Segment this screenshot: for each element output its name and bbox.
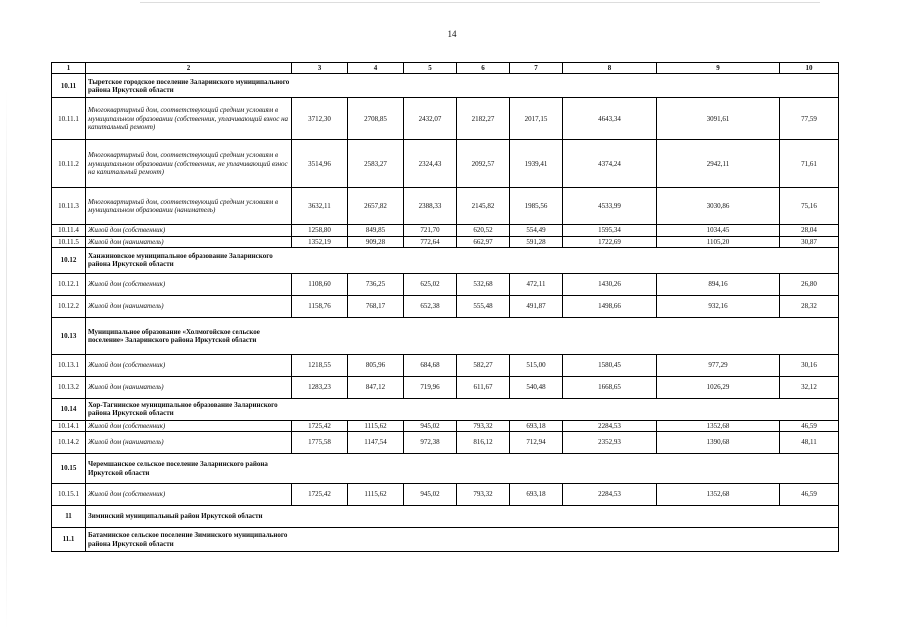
- section-code: 10.15: [52, 454, 86, 484]
- housing-type: Жилой дом (собственник): [86, 354, 292, 376]
- value-cell: 693,18: [510, 484, 563, 506]
- value-cell: 693,18: [510, 420, 563, 431]
- row-code: 10.13.1: [52, 354, 86, 376]
- value-cell: 30,16: [780, 354, 839, 376]
- housing-type: Многоквартирный дом, соответствующий средним условиям в муниципальном образовании (собственник, не уплачивающий взнос на капитальный ремонт): [86, 140, 292, 188]
- value-cell: 30,87: [780, 236, 839, 247]
- value-cell: 77,59: [780, 98, 839, 140]
- value-cell: 2583,27: [348, 140, 404, 188]
- section-title: Хор-Тагнинское муниципальное образование Заларинского района Иркутской области: [86, 398, 292, 420]
- value-cell: 2092,57: [457, 140, 510, 188]
- value-cell: 977,29: [657, 354, 780, 376]
- section-title: Черемшанское сельское поселение Заларинского района Иркутской области: [86, 454, 292, 484]
- value-cell: 591,28: [510, 236, 563, 247]
- value-cell: 555,48: [457, 295, 510, 317]
- value-cell: 1668,65: [563, 376, 657, 398]
- section-title: Муниципальное образование «Холмогойское сельское поселение» Заларинского района Иркутской области: [86, 317, 292, 354]
- housing-type: Многоквартирный дом, соответствующий средним условиям в муниципальном образовании (собственник, уплачивающий взнос на капитальный ремонт): [86, 98, 292, 140]
- value-cell: 816,12: [457, 432, 510, 454]
- tariff-table: [51, 62, 839, 552]
- value-cell: 662,97: [457, 236, 510, 247]
- value-cell: 28,04: [780, 225, 839, 236]
- scan-artifact-line: [140, 2, 820, 3]
- value-cell: 1026,29: [657, 376, 780, 398]
- value-cell: 1595,34: [563, 225, 657, 236]
- value-cell: 1283,23: [292, 376, 348, 398]
- value-cell: 1725,42: [292, 420, 348, 431]
- table-row: [52, 273, 839, 295]
- value-cell: 849,85: [348, 225, 404, 236]
- value-cell: 1258,80: [292, 225, 348, 236]
- value-cell: 28,32: [780, 295, 839, 317]
- value-cell: 1722,69: [563, 236, 657, 247]
- value-cell: 1158,76: [292, 295, 348, 317]
- section-row: [52, 317, 839, 354]
- value-cell: 3030,86: [657, 188, 780, 225]
- row-code: 10.13.2: [52, 376, 86, 398]
- column-header: 1: [52, 63, 86, 74]
- section-row: [52, 506, 839, 528]
- value-cell: 611,67: [457, 376, 510, 398]
- value-cell: 719,96: [404, 376, 457, 398]
- value-cell: 736,25: [348, 273, 404, 295]
- value-cell: 532,68: [457, 273, 510, 295]
- table-row: [52, 225, 839, 236]
- column-header: 3: [292, 63, 348, 74]
- value-cell: 684,68: [404, 354, 457, 376]
- value-cell: 2182,27: [457, 98, 510, 140]
- section-code: 10.11: [52, 74, 86, 98]
- table-row: [52, 354, 839, 376]
- value-cell: 1939,41: [510, 140, 563, 188]
- column-header: 8: [563, 63, 657, 74]
- value-cell: 71,61: [780, 140, 839, 188]
- value-cell: 2708,85: [348, 98, 404, 140]
- section-row: [52, 454, 839, 484]
- column-header: 2: [86, 63, 292, 74]
- row-code: 10.14.2: [52, 432, 86, 454]
- section-code: 11: [52, 506, 86, 528]
- section-filler: [292, 506, 839, 528]
- page-number: 14: [447, 29, 457, 39]
- value-cell: 1430,26: [563, 273, 657, 295]
- row-code: 10.11.3: [52, 188, 86, 225]
- value-cell: 472,11: [510, 273, 563, 295]
- value-cell: 554,49: [510, 225, 563, 236]
- table-row: [52, 484, 839, 506]
- section-filler: [292, 398, 839, 420]
- section-filler: [292, 247, 839, 273]
- value-cell: 4533,99: [563, 188, 657, 225]
- section-title: Батаминское сельское поселение Зиминского муниципального района Иркутской области: [86, 528, 292, 552]
- housing-type: Многоквартирный дом, соответствующий средним условиям в муниципальном образовании (наниматель): [86, 188, 292, 225]
- value-cell: 46,59: [780, 484, 839, 506]
- value-cell: 2145,82: [457, 188, 510, 225]
- value-cell: 2284,53: [563, 484, 657, 506]
- housing-type: Жилой дом (наниматель): [86, 295, 292, 317]
- value-cell: 1147,54: [348, 432, 404, 454]
- row-code: 10.11.2: [52, 140, 86, 188]
- housing-type: Жилой дом (собственник): [86, 484, 292, 506]
- value-cell: 805,96: [348, 354, 404, 376]
- value-cell: 4643,34: [563, 98, 657, 140]
- column-header: 7: [510, 63, 563, 74]
- value-cell: 2657,82: [348, 188, 404, 225]
- housing-type: Жилой дом (собственник): [86, 273, 292, 295]
- value-cell: 491,87: [510, 295, 563, 317]
- row-code: 10.12.2: [52, 295, 86, 317]
- row-code: 10.14.1: [52, 420, 86, 431]
- value-cell: 793,32: [457, 420, 510, 431]
- section-filler: [292, 528, 839, 552]
- row-code: 10.12.1: [52, 273, 86, 295]
- housing-type: Жилой дом (наниматель): [86, 236, 292, 247]
- value-cell: 540,48: [510, 376, 563, 398]
- value-cell: 3514,96: [292, 140, 348, 188]
- section-row: [52, 74, 839, 98]
- column-number-row: [52, 63, 839, 74]
- value-cell: 1115,62: [348, 484, 404, 506]
- value-cell: 1985,56: [510, 188, 563, 225]
- row-code: 10.11.4: [52, 225, 86, 236]
- section-row: [52, 247, 839, 273]
- column-header: 9: [657, 63, 780, 74]
- housing-type: Жилой дом (наниматель): [86, 432, 292, 454]
- scan-artifact-edge: [6, 90, 7, 630]
- value-cell: 620,52: [457, 225, 510, 236]
- value-cell: 894,16: [657, 273, 780, 295]
- value-cell: 721,70: [404, 225, 457, 236]
- row-code: 10.11.5: [52, 236, 86, 247]
- value-cell: 2352,93: [563, 432, 657, 454]
- value-cell: 909,28: [348, 236, 404, 247]
- value-cell: 1580,45: [563, 354, 657, 376]
- row-code: 10.15.1: [52, 484, 86, 506]
- value-cell: 32,12: [780, 376, 839, 398]
- value-cell: 2432,07: [404, 98, 457, 140]
- table-row: [52, 420, 839, 431]
- value-cell: 1218,55: [292, 354, 348, 376]
- column-header: 4: [348, 63, 404, 74]
- value-cell: 1352,68: [657, 420, 780, 431]
- value-cell: 3091,61: [657, 98, 780, 140]
- value-cell: 972,38: [404, 432, 457, 454]
- value-cell: 26,80: [780, 273, 839, 295]
- value-cell: 2388,33: [404, 188, 457, 225]
- section-row: [52, 528, 839, 552]
- value-cell: 46,59: [780, 420, 839, 431]
- section-filler: [292, 454, 839, 484]
- value-cell: 515,00: [510, 354, 563, 376]
- value-cell: 1498,66: [563, 295, 657, 317]
- section-title: Ханжиновское муниципальное образование Заларинского района Иркутской области: [86, 247, 292, 273]
- value-cell: 768,17: [348, 295, 404, 317]
- value-cell: 2324,43: [404, 140, 457, 188]
- value-cell: 1108,60: [292, 273, 348, 295]
- value-cell: 625,02: [404, 273, 457, 295]
- value-cell: 945,02: [404, 484, 457, 506]
- table-row: [52, 236, 839, 247]
- row-code: 10.11.1: [52, 98, 86, 140]
- value-cell: 1725,42: [292, 484, 348, 506]
- value-cell: 1115,62: [348, 420, 404, 431]
- column-header: 10: [780, 63, 839, 74]
- column-header: 5: [404, 63, 457, 74]
- table-row: [52, 295, 839, 317]
- value-cell: 2017,15: [510, 98, 563, 140]
- table-row: [52, 140, 839, 188]
- value-cell: 1352,19: [292, 236, 348, 247]
- value-cell: 1352,68: [657, 484, 780, 506]
- section-title: Тыретское городское поселение Заларинского муниципального района Иркутской области: [86, 74, 292, 98]
- value-cell: 75,16: [780, 188, 839, 225]
- value-cell: 847,12: [348, 376, 404, 398]
- table-row: [52, 98, 839, 140]
- section-code: 10.13: [52, 317, 86, 354]
- table-row: [52, 188, 839, 225]
- section-code: 10.14: [52, 398, 86, 420]
- value-cell: 1105,20: [657, 236, 780, 247]
- value-cell: 652,38: [404, 295, 457, 317]
- value-cell: 2284,53: [563, 420, 657, 431]
- housing-type: Жилой дом (собственник): [86, 225, 292, 236]
- column-header: 6: [457, 63, 510, 74]
- section-row: [52, 398, 839, 420]
- section-title: Зиминский муниципальный район Иркутской области: [86, 506, 292, 528]
- value-cell: 793,32: [457, 484, 510, 506]
- value-cell: 2942,11: [657, 140, 780, 188]
- table-row: [52, 376, 839, 398]
- section-code: 11.1: [52, 528, 86, 552]
- value-cell: 582,27: [457, 354, 510, 376]
- section-code: 10.12: [52, 247, 86, 273]
- value-cell: 3632,11: [292, 188, 348, 225]
- value-cell: 48,11: [780, 432, 839, 454]
- value-cell: 945,02: [404, 420, 457, 431]
- value-cell: 1390,68: [657, 432, 780, 454]
- housing-type: Жилой дом (наниматель): [86, 376, 292, 398]
- value-cell: 712,94: [510, 432, 563, 454]
- housing-type: Жилой дом (собственник): [86, 420, 292, 431]
- table-row: [52, 432, 839, 454]
- section-filler: [292, 317, 839, 354]
- value-cell: 932,16: [657, 295, 780, 317]
- value-cell: 1775,58: [292, 432, 348, 454]
- value-cell: 1034,45: [657, 225, 780, 236]
- value-cell: 3712,30: [292, 98, 348, 140]
- value-cell: 772,64: [404, 236, 457, 247]
- section-filler: [292, 74, 839, 98]
- value-cell: 4374,24: [563, 140, 657, 188]
